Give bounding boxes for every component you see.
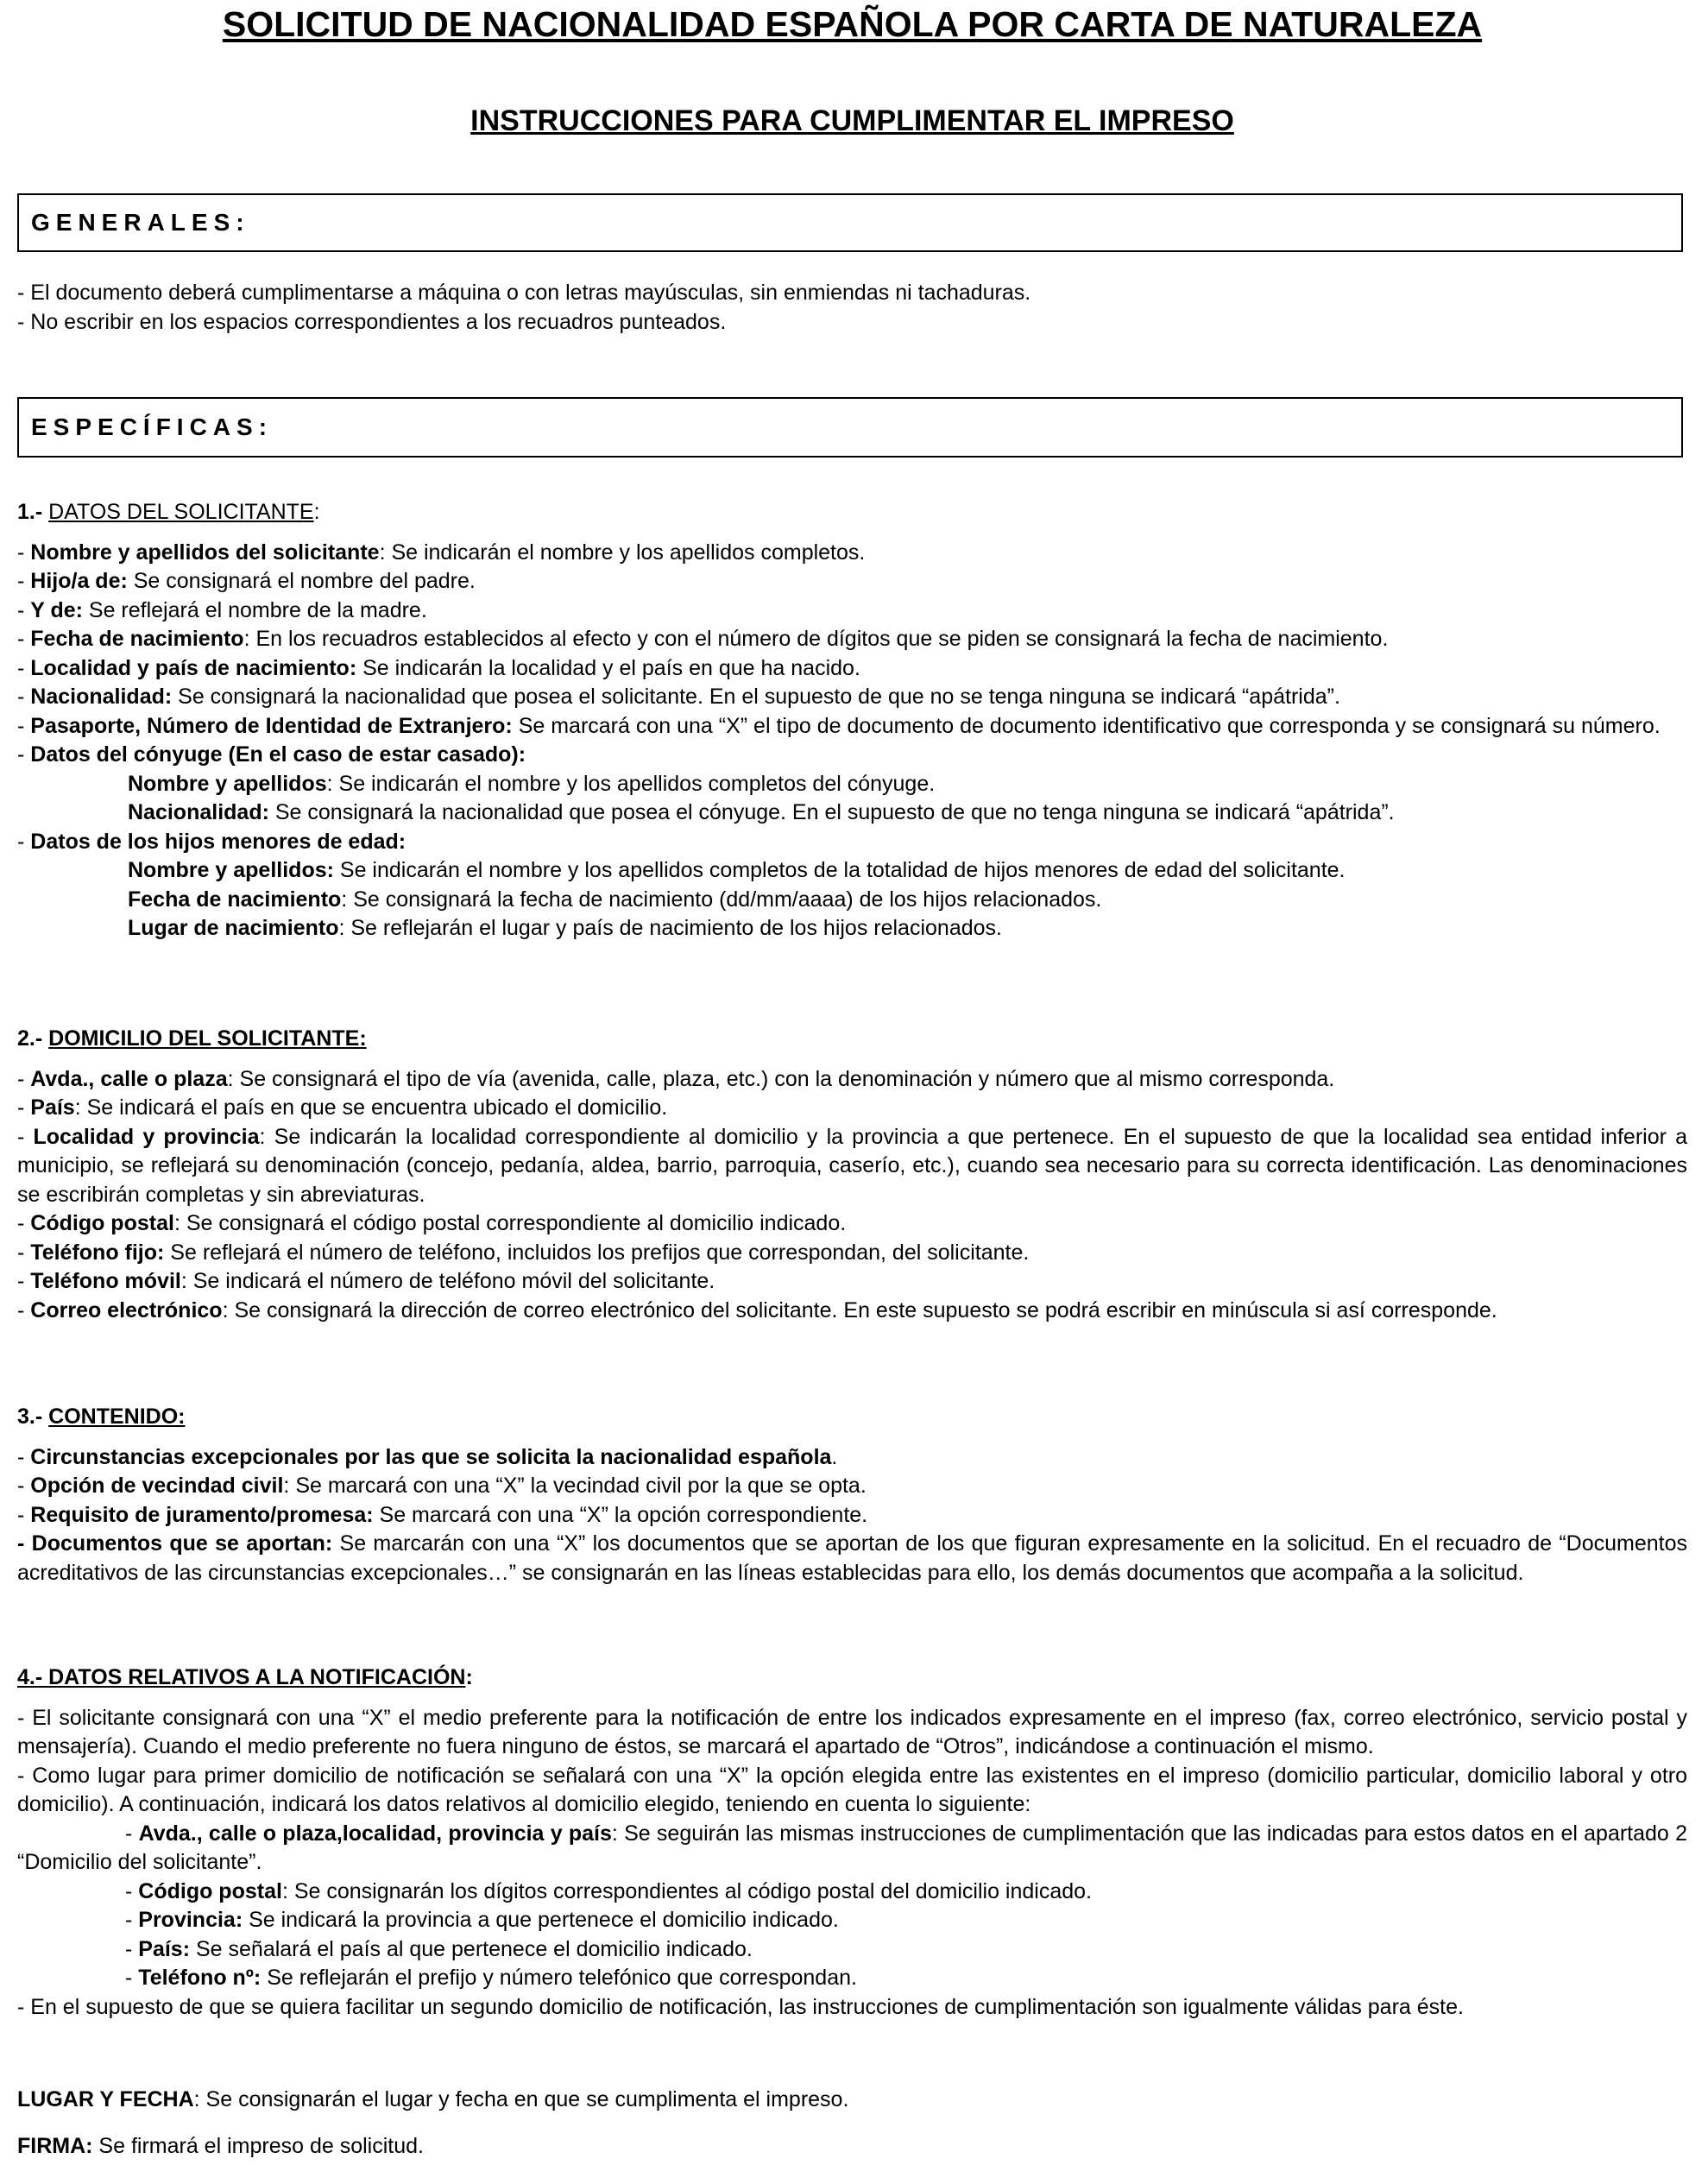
section-4 [17,1663,1687,2022]
item-fecha-nacimiento: - Fecha de nacimiento: En los recuadros establecidos al efecto y con el número de dígitos que se piden se consignará la fecha de nacimiento. [17,627,1389,651]
section-3-title: CONTENIDO: [48,1404,186,1429]
item-datos-conyuge: - Datos del cónyuge (En el caso de estar casado): [17,742,526,767]
item-datos-hijos: - Datos de los hijos menores de edad: [17,829,407,854]
item-nacionalidad: - Nacionalidad: Se consignará la nacionalidad que posea el solicitante. En el supuesto de que no se tenga ninguna se indicará “apátrida”. [17,685,1340,709]
section-4-heading: 4.- DATOS RELATIVOS A LA NOTIFICACIÓN: [17,1665,473,1689]
section-4-title: .- DATOS RELATIVOS A LA NOTIFICACIÓN [28,1665,466,1689]
item-documentos: - Documentos que se aportan: Se marcarán con una “X” los documentos que se aportan de los que figuran expresamente en la solicitud. En el recuadro de “Documentos acreditativos de las circunstancias excepcionales…” se consignarán en las líneas establecidas para ello, los demás documentos que acompaña a la solicitud. [17,1531,1687,1585]
item-pasaporte: - Pasaporte, Número de Identidad de Extranjero: Se marcará con una “X” el tipo de documento de documento identificativo que corresponda y se consignará su número. [17,713,1661,738]
item-avda: - Avda., calle o plaza: Se consignará el tipo de vía (avenida, calle, plaza, etc.) con la denominación y número que al mismo corresponda. [17,1066,1335,1091]
section-2-heading: 2.- DOMICILIO DEL SOLICITANTE: [17,1026,367,1051]
item-telefono-fijo: - Teléfono fijo: Se reflejará el número de teléfono, incluidos los prefijos que correspondan, del solicitante. [17,1240,1030,1265]
generales-item: - El documento deberá cumplimentarse a máquina o con letras mayúsculas, sin enmiendas ni tachaduras. [17,281,1031,305]
item-notif-pais: - País: Se señalará el país al que pertenece el domicilio indicado. [125,1936,753,1961]
item-hijos-lugar: Lugar de nacimiento: Se reflejarán el lugar y país de nacimiento de los hijos relacionados. [128,916,1002,940]
especificas-header: ESPECÍFICAS: [17,397,1683,458]
generales-section [17,279,1687,337]
item-correo: - Correo electrónico: Se consignará la dirección de correo electrónico del solicitante. En este supuesto se podrá escribir en minúscula si así corresponde. [17,1297,1497,1322]
item-hijos-fecha: Fecha de nacimiento: Se consignará la fecha de nacimiento (dd/mm/aaaa) de los hijos relacionados. [128,887,1102,912]
item-pais: - País: Se indicará el país en que se encuentra ubicado el domicilio. [17,1095,668,1120]
item-localidad-provincia: - Localidad y provincia: Se indicarán la localidad correspondiente al domicilio y la provincia a que pertenece. En el supuesto de que la localidad sea entidad inferior a municipio, se reflejará su denominación (concejo, pedanía, aldea, barrio, parroquia, caserío, etc.), cuando sea necesario para su correcta identificación. Las denominaciones se escribirán completas y sin abreviaturas. [17,1124,1687,1207]
document-title: SOLICITUD DE NACIONALIDAD ESPAÑOLA POR CARTA DE NATURALEZA [222,4,1483,44]
item-telefono-movil: - Teléfono móvil: Se indicará el número de teléfono móvil del solicitante. [17,1269,715,1293]
item-y-de: - Y de: Se reflejará el nombre de la madre. [17,597,427,622]
section-3-heading: 3.- CONTENIDO: [17,1404,186,1429]
notif-paragraph-2: - Como lugar para primer domicilio de notificación se señalará con una “X” la opción elegida entre las existentes en el impreso (domicilio particular, domicilio laboral y otro domicilio). A continuación, indicará los datos relativos al domicilio elegido, teniendo en cuenta lo siguiente: [17,1763,1687,1816]
item-requisito: - Requisito de juramento/promesa: Se marcará con una “X” la opción correspondiente. [17,1502,868,1527]
section-2-title: DOMICILIO DEL SOLICITANTE: [48,1026,367,1051]
notif-paragraph-1: - El solicitante consignará con una “X” el medio preferente para la notificación de entre los indicados expresamente en el impreso (fax, correo electrónico, servicio postal y mensajería). Cuando el medio preferente no fuera ninguno de éstos, se marcará el apartado de “Otros”, indicándose a continuación el mismo. [17,1705,1687,1758]
item-notif-provincia: - Provincia: Se indicará la provincia a que pertenece el domicilio indicado. [125,1908,839,1932]
item-circunstancias: - Circunstancias excepcionales por las que se solicita la nacionalidad española. [17,1444,838,1469]
firma: FIRMA: Se firmará el impreso de solicitud. [17,2134,424,2158]
section-2 [17,1025,1687,1325]
item-conyuge-nacionalidad: Nacionalidad: Se consignará la nacionalidad que posea el cónyuge. En el supuesto de que no tenga ninguna se indicará “apátrida”. [128,800,1395,824]
item-conyuge-nombre: Nombre y apellidos: Se indicarán el nombre y los apellidos completos del cónyuge. [128,771,936,796]
item-notif-avda: - Avda., calle o plaza,localidad, provincia y país: Se seguirán las mismas instrucciones de cumplimentación que las indicadas para estos datos en el apartado 2 “Domicilio del solicitante”. [17,1821,1687,1874]
item-localidad-nacimiento: - Localidad y país de nacimiento: Se indicarán la localidad y el país en que ha nacido. [17,655,860,680]
section-1-heading: 1.- DATOS DEL SOLICITANTE: [17,500,320,524]
notif-paragraph-3: - En el supuesto de que se quiera facilitar un segundo domicilio de notificación, las instrucciones de cumplimentación son igualmente válidas para éste. [17,1994,1464,2019]
item-opcion-vecindad: - Opción de vecindad civil: Se marcará con una “X” la vecindad civil por la que se opta. [17,1474,867,1498]
document-subtitle: INSTRUCCIONES PARA CUMPLIMENTAR EL IMPRESO [470,104,1234,137]
generales-header: GENERALES: [17,193,1683,252]
item-nombre-solicitante: - Nombre y apellidos del solicitante: Se indicarán el nombre y los apellidos completos. [17,540,866,565]
item-codigo-postal: - Código postal: Se consignará el código postal correspondiente al domicilio indicado. [17,1211,847,1235]
item-notif-telefono: - Teléfono nº: Se reflejarán el prefijo y número telefónico que correspondan. [125,1966,857,1990]
generales-item: - No escribir en los espacios correspondientes a los recuadros punteados. [17,309,727,334]
item-notif-cp: - Código postal: Se consignarán los dígitos correspondientes al código postal del domicilio indicado. [125,1878,1092,1903]
section-1-title: DATOS DEL SOLICITANTE [48,500,314,524]
item-hijo-de: - Hijo/a de: Se consignará el nombre del padre. [17,569,476,593]
lugar-fecha: LUGAR Y FECHA: Se consignarán el lugar y fecha en que se cumplimenta el impreso. [17,2087,849,2111]
item-hijos-nombre: Nombre y apellidos: Se indicarán el nombre y los apellidos completos de la totalidad de hijos menores de edad del solicitante. [128,858,1346,882]
section-1 [17,498,1687,944]
section-3 [17,1403,1687,1587]
